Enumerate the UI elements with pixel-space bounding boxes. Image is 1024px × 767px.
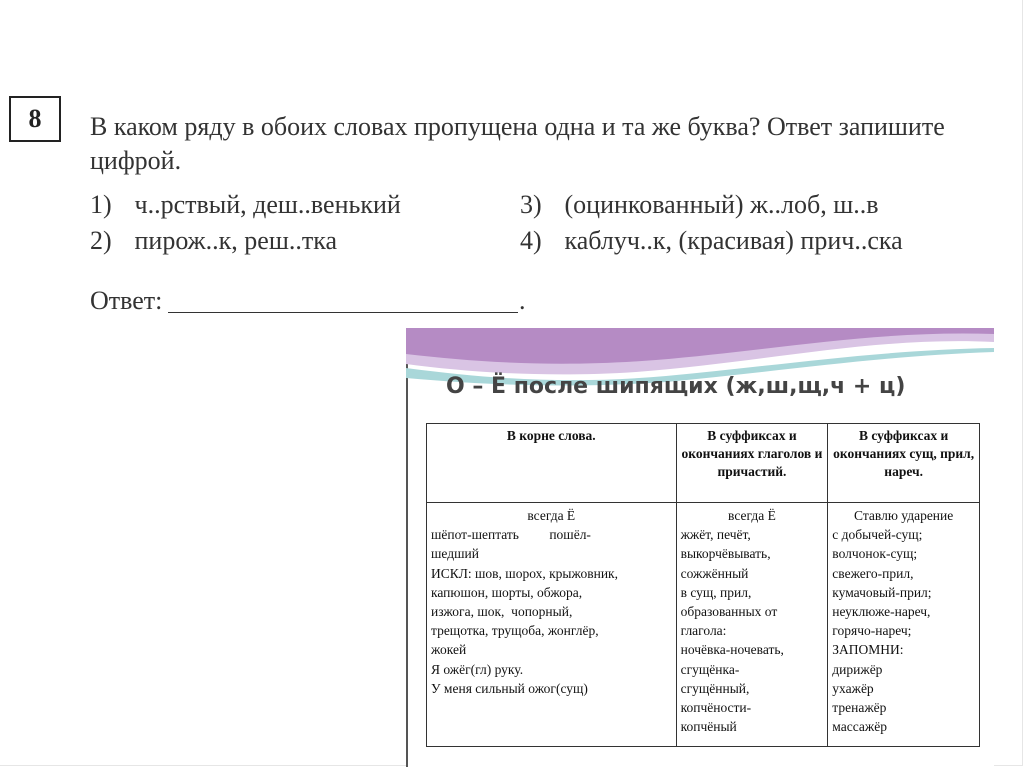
cell-line: всегда Ё	[728, 508, 776, 523]
answer-line[interactable]	[168, 312, 518, 313]
cell-line: сгущённый,	[680, 680, 750, 696]
cell-line: капюшон, шорты, обжора,	[431, 584, 583, 600]
header-nouns: В суффиксах и окончаниях сущ, прил, нареч.	[828, 424, 980, 503]
cell-line: с добычей-сущ;	[832, 527, 923, 543]
cell-line: жжёт, печёт,	[680, 527, 751, 543]
question-text: В каком ряду в обоих словах пропущена одна и та же буква? Ответ запишите цифрой.	[90, 112, 945, 175]
cell-line: шёпот-шептать пошёл-	[431, 527, 591, 543]
option-number: 2)	[90, 226, 112, 255]
option-text: (оцинкованный) ж..лоб, ш..в	[564, 190, 879, 219]
cell-line: Ставлю ударение	[854, 508, 954, 523]
cell-line: волчонок-сущ;	[832, 546, 918, 562]
cell-line: ночёвка-ночевать,	[680, 642, 784, 658]
option-number: 4)	[520, 226, 542, 255]
cell-line: свежего-прил,	[832, 565, 914, 581]
cell-line: всегда Ё	[527, 508, 576, 523]
header-verbs: В суффиксах и окончаниях глаголов и причастий.	[676, 424, 828, 503]
cell-line: массажёр	[832, 719, 887, 735]
option-1	[90, 190, 401, 220]
cell-line: трещотка, трущоба, жонглёр,	[431, 623, 599, 639]
cell-line: в сущ, прил,	[680, 584, 752, 600]
cell-line: горячо-нареч;	[832, 623, 912, 639]
option-text: ч..рствый, деш..венький	[134, 190, 401, 219]
cell-line: Я ожёг(гл) руку.	[431, 661, 524, 677]
cell-line: сгущёнка-	[680, 661, 740, 677]
cell-line: копчёный	[680, 719, 737, 735]
cell-line: жокей	[431, 642, 467, 658]
answer-dot: .	[519, 286, 526, 315]
cell-line: У меня сильный ожог(сущ)	[431, 680, 588, 696]
option-2	[90, 226, 337, 256]
cell-line: неуклюже-нареч,	[832, 604, 931, 620]
cell-root	[427, 503, 677, 747]
cell-line: шедший	[431, 546, 479, 562]
cell-line: изжога, шок, чопорный,	[431, 604, 573, 620]
cell-line: сожжённый	[680, 565, 749, 581]
task-number-box	[9, 96, 61, 142]
option-3	[520, 190, 879, 220]
table-header-row	[427, 424, 980, 503]
table-row	[427, 503, 980, 747]
cell-line: дирижёр	[832, 661, 883, 677]
panel-title: О – Ё после шипящих (ж,ш,щ,ч + ц)	[446, 374, 906, 399]
option-text: каблуч..к, (красивая) прич..ска	[564, 226, 903, 255]
option-number: 1)	[90, 190, 112, 219]
cell-line: глагола:	[680, 623, 727, 639]
cell-line: ЗАПОМНИ:	[832, 642, 904, 658]
rules-table	[426, 423, 980, 747]
option-number: 3)	[520, 190, 542, 219]
answer-label: Ответ:	[90, 286, 163, 315]
cell-nouns	[828, 503, 980, 747]
rules-panel	[406, 328, 994, 767]
cell-line: копчёности-	[680, 700, 752, 716]
option-4	[520, 226, 903, 256]
cell-verbs	[676, 503, 828, 747]
cell-line: выкорчёвывать,	[680, 546, 771, 562]
option-text: пирож..к, реш..тка	[134, 226, 337, 255]
task-number: 8	[28, 104, 42, 133]
cell-line: ухажёр	[832, 680, 874, 696]
cell-line: ИСКЛ: шов, шорох, крыжовник,	[431, 565, 618, 581]
header-root: В корне слова.	[427, 424, 677, 503]
cell-line: образованных от	[680, 604, 778, 620]
cell-line: кумачовый-прил;	[832, 584, 932, 600]
cell-line: тренажёр	[832, 700, 887, 716]
